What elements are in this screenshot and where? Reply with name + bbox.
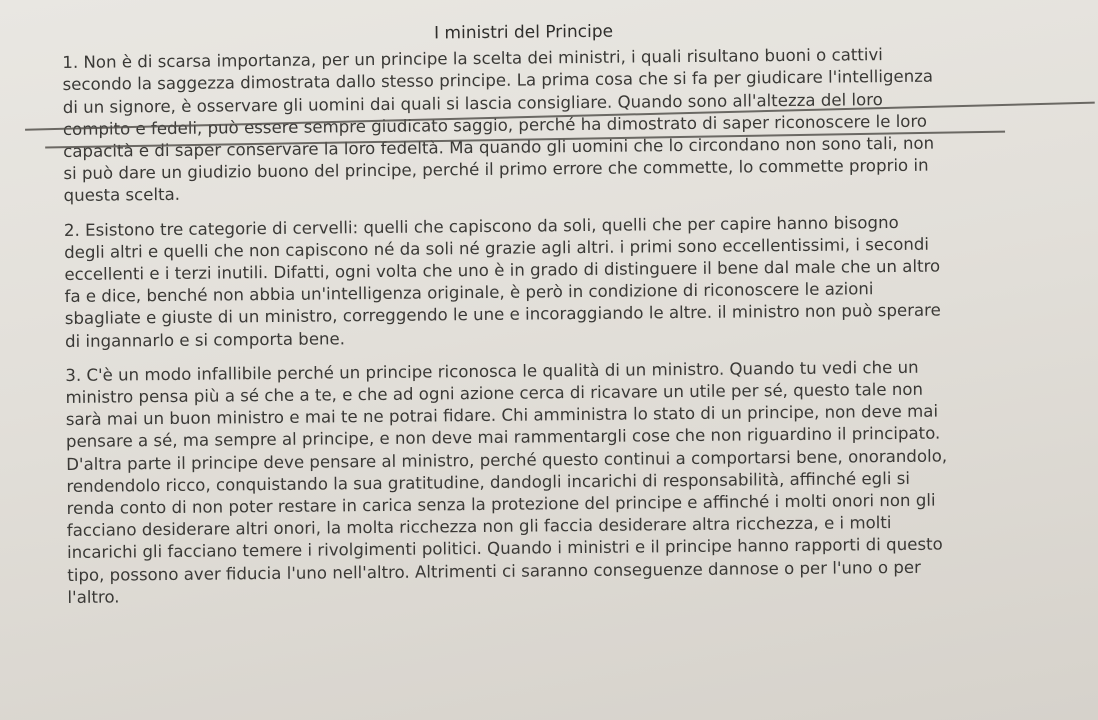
text-line: si può dare un giudizio buono del principe, perché il primo errore che commette, lo commette proprio in xyxy=(63,155,929,184)
text-line: di un signore, è osservare gli uomini dai quali si lascia consigliare. Quando sono all'altezza del loro xyxy=(62,89,883,117)
text-line: 3. C'è un modo infallibile perché un principe riconosca le qualità di un ministro. Quando tu vedi che un xyxy=(65,357,919,385)
paragraph-3 xyxy=(65,355,1047,609)
text-line: eccellenti e i terzi inutili. Difatti, ogni volta che uno è in grado di distinguere il bene dal male che un altro xyxy=(64,256,941,285)
text-line: D'altra parte il principe deve pensare al ministro, perché questo continui a comportarsi bene, onorandolo, xyxy=(66,446,948,474)
text-line: di ingannarlo e si comporta bene. xyxy=(64,328,346,351)
text-line: tipo, possono aver fiducia l'uno nell'altro. Altrimenti ci saranno conseguenze dannose o per l'uno o per xyxy=(67,557,921,585)
text-line: 2. Esistono tre categorie di cervelli: quelli che capiscono da soli, quelli che per capire hanno bisogno xyxy=(63,212,899,240)
text-line: incarichi gli facciano temere i rivolgimenti politici. Quando i ministri e il principe hanno rapporti di questo xyxy=(66,535,943,563)
text-line: capacità e di saper conservare la loro fedeltà. Ma quando gli uomini che lo circondano non sono tali, non xyxy=(63,133,935,162)
text-line: l'altro. xyxy=(67,587,120,607)
text-line: degli altri e quelli che non capiscono né da soli né grazie agli altri. i primi sono eccellentissimi, i secondi xyxy=(64,234,930,262)
printed-sheet xyxy=(62,17,1048,621)
text-line: 1. Non è di scarsa importanza, per un principe la scelta dei ministri, i quali risultano buoni o cattivi xyxy=(62,45,883,73)
text-line: pensare a sé, ma sempre al principe, e non deve mai rammentargli cose che non riguardino il principato. xyxy=(65,424,941,452)
text-line: questa scelta. xyxy=(63,185,181,206)
text-line: ministro pensa più a sé che a te, e che ad ogni azione cerca di ricavare un utile per sé, questo tale non xyxy=(65,379,924,408)
paragraph-2 xyxy=(64,210,1045,353)
text-line: sbagliate e giuste di un ministro, correggendo le une e incoraggiando le altre. il ministro non può sperare xyxy=(64,301,941,329)
text-line: rendendolo ricco, conquistando la sua gratitudine, dandogli incarichi di responsabilità, affinché egli si xyxy=(66,468,911,496)
text-line: secondo la saggezza dimostrata dallo stesso principe. La prima cosa che si fa per giudicare l'intelligenza xyxy=(62,67,934,95)
text-line: renda conto di non poter restare in carica senza la protezione del principe e affinché i molti onori non gli xyxy=(66,490,936,519)
text-line: fa e dice, benché non abbia un'intelligenza originale, è però in condizione di riconoscere le azioni xyxy=(64,279,874,307)
text-line: compito e fedeli, può essere sempre giudicato saggio, perché ha dimostrato di saper riconoscere le loro xyxy=(62,111,928,139)
text-line: sarà mai un buon ministro e mai te ne potrai fidare. Chi amministra lo stato di un principe, non deve mai xyxy=(65,401,939,430)
text-line: facciano desiderare altri onori, la molta ricchezza non gli faccia desiderare altra ricchezza, e i molti xyxy=(66,513,892,541)
document-title: I ministri del Principe xyxy=(433,21,614,44)
